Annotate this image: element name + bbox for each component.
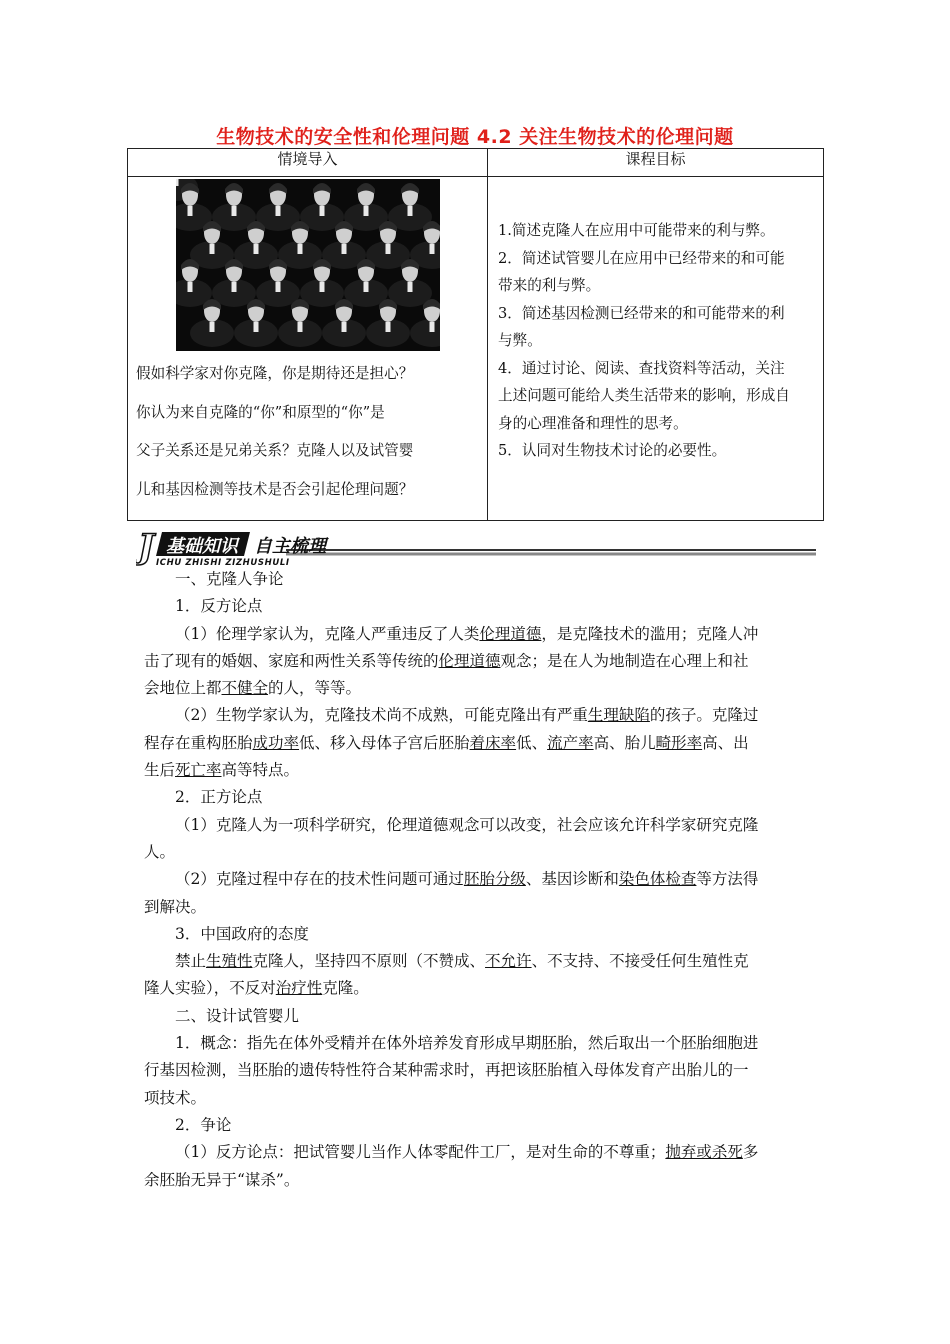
scenario-line: 父子关系还是兄弟关系？克隆人以及试管婴: [136, 442, 414, 459]
scenario-text: [136, 355, 479, 509]
text-run: 的人，等等。: [268, 679, 362, 698]
paragraph-line: 项技术。: [144, 1088, 207, 1107]
paragraph-line: [144, 648, 814, 675]
goal-line: 1.简述克隆人在应用中可能带来的利与弊。: [498, 222, 775, 239]
paragraph-line: [144, 975, 814, 1002]
scenario-line: 儿和基因检测等技术是否会引起伦理问题？: [136, 480, 414, 498]
subsection-heading: 3．中国政府的态度: [175, 924, 309, 943]
paragraph-line: [144, 675, 814, 702]
subsection-heading: 1．反方论点: [175, 597, 263, 616]
blank-answer: 死亡率: [175, 761, 222, 780]
text-run: ，是克隆技术的滥用；克隆人冲: [541, 624, 759, 643]
text-run: 观念；是在人为地制造在心理上和社: [500, 651, 749, 670]
text-run: 击了现有的婚姻、家庭和两性关系等传统的: [144, 651, 439, 670]
text-run: 隆人实验），不反对: [144, 979, 276, 998]
blank-answer: 伦理道德: [479, 624, 542, 643]
text-run: 的孩子。克隆过: [649, 706, 759, 725]
goal-line: 与弊。: [498, 332, 542, 349]
paragraph-line: （1）克隆人为一项科学研究，伦理道德观念可以改变，社会应该允许科学家研究克隆: [175, 815, 759, 834]
blank-answer: 染色体检查: [618, 870, 697, 889]
text-run: （1）伦理学家认为，克隆人严重违反了人类: [175, 624, 480, 643]
blank-answer: 治疗性: [275, 979, 323, 998]
scenario-header: 情境导入: [128, 149, 488, 177]
text-run: 低、移入母体子宫后胚胎: [299, 733, 470, 752]
intro-table: [127, 148, 824, 521]
paragraph-line: 余胚胎无异于“谋杀”。: [144, 1170, 300, 1189]
text-run: 高、出: [702, 733, 749, 752]
blank-answer: 着床率: [469, 733, 517, 752]
banner-letter: J: [138, 527, 155, 566]
blank-answer: 伦理道德: [438, 651, 501, 670]
paragraph-line: 行基因检测，当胚胎的遗传特性符合某种需求时，再把该胚胎植入母体发育产出胎儿的一: [144, 1061, 749, 1080]
text-run: （2）生物学家认为，克隆技术尚不成熟，可能克隆出有严重: [175, 706, 588, 725]
text-run: 高等特点。: [221, 761, 300, 780]
blank-answer: 流产率: [547, 733, 594, 752]
clone-crowd-photo: [176, 179, 440, 351]
text-run: 低、: [516, 733, 548, 752]
text-run: 、不支持、不接受任何生殖性克: [531, 952, 749, 971]
text-run: 、基因诊断和: [525, 870, 619, 889]
paragraph-line: [144, 1139, 814, 1166]
paragraph-line: [144, 757, 814, 784]
paragraph-line: [144, 948, 814, 975]
document-title: 生物技术的安全性和伦理问题 4.2 关注生物技术的伦理问题: [216, 126, 734, 148]
text-run: 会地位上都: [144, 679, 222, 698]
goal-line: 身的心理准备和理性的思考。: [498, 414, 688, 432]
text-run: 生后: [144, 761, 176, 780]
goal-line: 4．通过讨论、阅读、查找资料等活动，关注: [498, 359, 785, 377]
paragraph-line: 1．概念：指先在体外受精并在体外培养发育形成早期胚胎，然后取出一个胚胎细胞进: [175, 1034, 759, 1053]
scenario-line: 你认为来自克隆的“你”和原型的“你”是: [136, 403, 385, 421]
scenario-cell: [128, 177, 488, 521]
text-run: 克隆人，坚持四不原则（不赞成、: [252, 952, 486, 971]
text-run: 克隆。: [322, 979, 369, 998]
section-heading: 一、克隆人争论: [175, 570, 284, 588]
scenario-line: 假如科学家对你克隆，你是期待还是担心？: [136, 365, 414, 382]
subsection-heading: 2．正方论点: [175, 788, 263, 807]
paragraph-line: [144, 730, 814, 757]
subsection-heading: 2．争论: [175, 1115, 232, 1134]
blank-answer: 胚胎分级: [463, 870, 526, 889]
goal-line: 2．简述试管婴儿在应用中已经带来的和可能: [498, 249, 785, 267]
text-run: 多: [742, 1143, 759, 1162]
text-run: （2）克隆过程中存在的技术性问题可通过: [175, 870, 464, 889]
section-heading: 二、设计试管婴儿: [175, 1006, 300, 1025]
blank-answer: 生殖性: [206, 952, 253, 971]
paragraph-line: 人。: [144, 842, 176, 861]
text-run: 等方法得: [696, 870, 759, 889]
body-content: [144, 566, 814, 1194]
blank-answer: 不健全: [221, 679, 269, 698]
paragraph-line: 到解决。: [144, 897, 207, 916]
paragraph-line: [144, 866, 814, 893]
paragraph-line: [144, 702, 814, 729]
goal-line: 5．认同对生物技术讨论的必要性。: [498, 442, 727, 459]
section-banner: [136, 526, 816, 566]
blank-answer: 不允许: [485, 952, 532, 971]
banner-main-text: 基础知识: [166, 536, 238, 557]
goal-line: 上述问题可能给人类生活带来的影响，形成自: [498, 387, 790, 404]
goals-cell: [488, 177, 824, 521]
goals-text: [498, 217, 815, 465]
goals-header: 课程目标: [488, 149, 824, 177]
goal-line: 带来的利与弊。: [498, 277, 601, 294]
blank-answer: 畸形率: [655, 733, 703, 752]
text-run: （1）反方论点：把试管婴儿当作人体零配件工厂，是对生命的不尊重；: [175, 1143, 666, 1162]
text-run: 高、胎儿: [593, 733, 656, 752]
text-run: 程存在重构胚胎: [144, 733, 253, 752]
goal-line: 3．简述基因检测已经带来的和可能带来的利: [498, 304, 785, 322]
paragraph-line: [144, 621, 814, 648]
text-run: 禁止: [175, 952, 207, 971]
blank-answer: 抛弃或杀死: [665, 1143, 743, 1162]
banner-pinyin: ICHU ZHISHI ZIZHUSHULI: [156, 558, 290, 566]
blank-answer: 生理缺陷: [587, 706, 650, 725]
blank-answer: 成功率: [252, 733, 300, 752]
banner-sub-text: 自主梳理: [254, 536, 326, 557]
